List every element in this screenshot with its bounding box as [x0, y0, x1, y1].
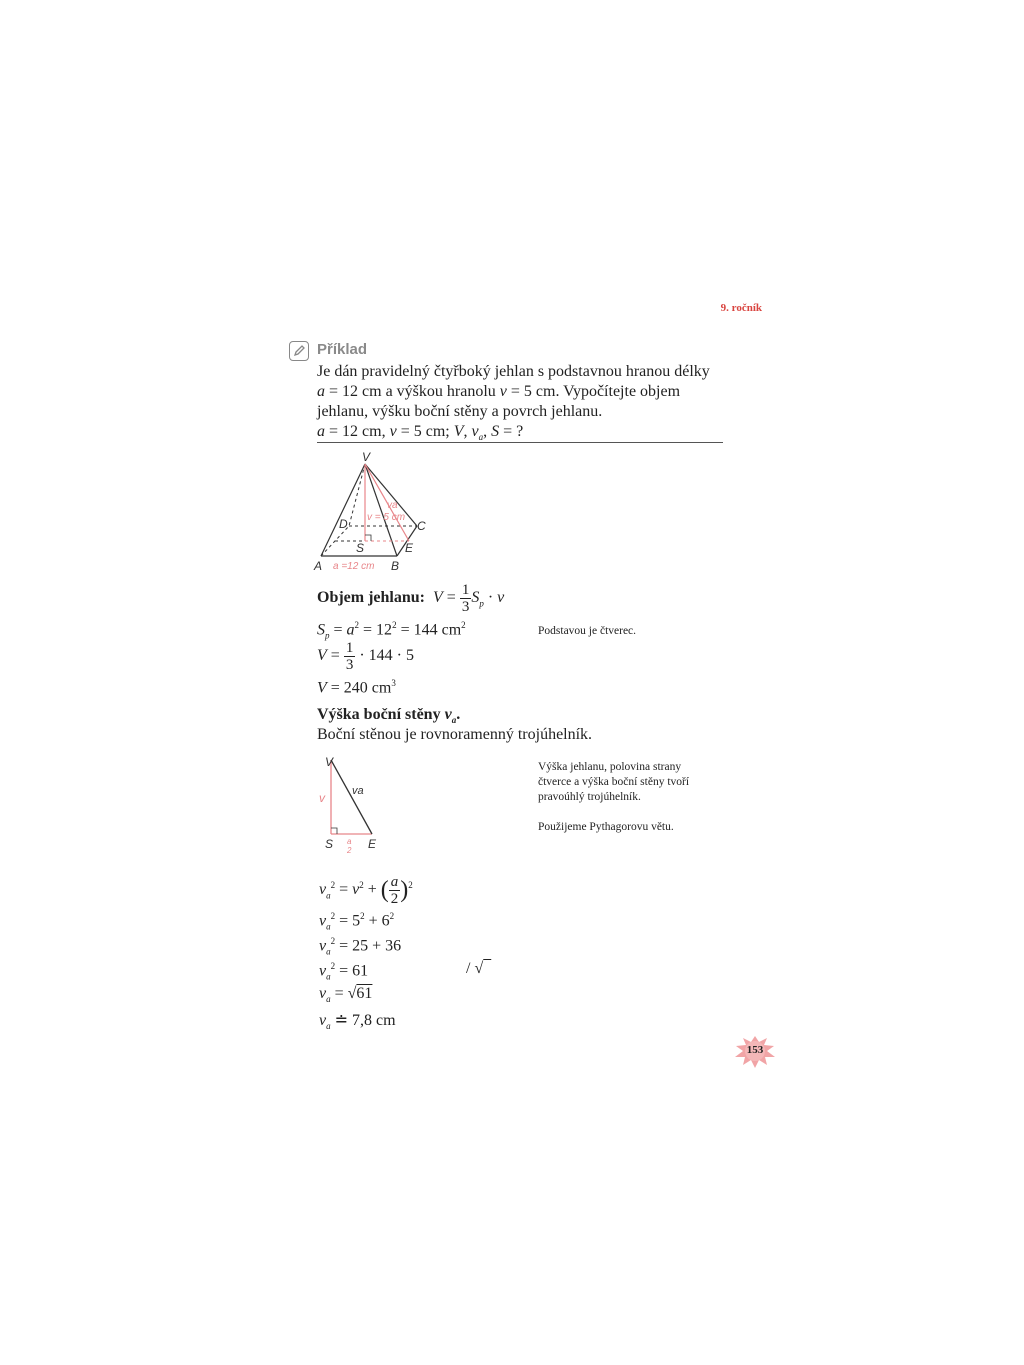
tri-label-2: 2 — [347, 846, 352, 854]
problem-line-1: Je dán pravidelný čtyřboký jehlan s podstavnou hranou délky — [317, 363, 710, 380]
volume-substitution: V = $\frac{1}{3}$ · 144 · 5 — [317, 640, 414, 673]
page-number: 153 — [746, 1044, 764, 1056]
base-note: Podstavou je čtverec. — [538, 625, 637, 637]
label-S: S — [356, 541, 365, 555]
example-title: Příklad — [317, 341, 368, 358]
label-va: va — [387, 500, 398, 511]
problem-text — [317, 362, 737, 447]
volume-result: V = 240 $cm^3$ — [317, 678, 396, 697]
pythagoras-note: Použijeme Pythagorovu větu. — [538, 821, 674, 833]
equation-5: $v_a = √61$ — [319, 985, 373, 1005]
problem-line-3: jehlanu, výšku boční stěny a povrch jehlanu. — [317, 403, 603, 420]
tri-label-v: v — [319, 791, 325, 805]
pencil-icon — [289, 341, 309, 361]
problem-line-2: a = 12 cm a výškou hranolu v = 5 cm. Vypočítejte objem — [317, 383, 681, 400]
tri-label-va: va — [352, 785, 364, 797]
label-height: v = 5 cm — [367, 512, 406, 523]
tri-label-a: a — [347, 837, 352, 846]
triangle-note: Výška jehlanu, polovina strany čtverce a výška boční stěny tvoří pravoúhlý trojúhelník. — [538, 761, 690, 803]
label-A: A — [314, 559, 323, 573]
tri-label-E: E — [368, 837, 377, 851]
equation-4: $v_a^2 = 61$ — [319, 961, 369, 982]
tri-label-V: V — [325, 755, 334, 769]
volume-formula: Objem jehlanu: V = $\frac{1}{3}$ $S_p \cdot v$ — [317, 582, 505, 615]
grade-label: 9. ročník — [720, 302, 762, 314]
side-height-text: Boční stěnou je rovnoramenný trojúhelník. — [317, 726, 593, 743]
fraction-one-third: $\frac{1}{3}$ — [461, 582, 470, 615]
label-V: V — [362, 450, 371, 464]
equation-1: $v_a^2 = v^2$ + ( $\frac{a}{2}$ )$^2$ — [319, 874, 413, 907]
divider — [317, 442, 723, 443]
pyramid-figure — [305, 448, 445, 576]
sqrt-operation-note: / √ — [466, 960, 484, 977]
triangle-figure — [312, 754, 392, 854]
equation-6: $v_a$ ≐ 7,8 cm — [319, 1012, 396, 1032]
label-B: B — [391, 559, 400, 573]
equation-3: $v_a^2 = 25 + 36$ — [319, 936, 402, 957]
tri-label-S: S — [325, 837, 334, 851]
side-height-heading: Výška boční stěny $v_a$. — [317, 706, 461, 726]
label-D: D — [339, 517, 348, 531]
label-E: E — [405, 541, 414, 555]
volume-heading: Objem jehlanu: — [317, 589, 425, 607]
base-area-equation: $S_p = a^2 = 12^2 = 144$ $cm^2$ — [317, 620, 466, 641]
problem-line-4: a = 12 cm, v = 5 cm; V, $v_a$, S = ? — [317, 423, 524, 443]
label-edge: a =12 cm — [333, 561, 375, 572]
label-C: C — [417, 519, 426, 533]
equation-2: $v_a^2 = 5^2 + 6^2$ — [319, 911, 395, 932]
